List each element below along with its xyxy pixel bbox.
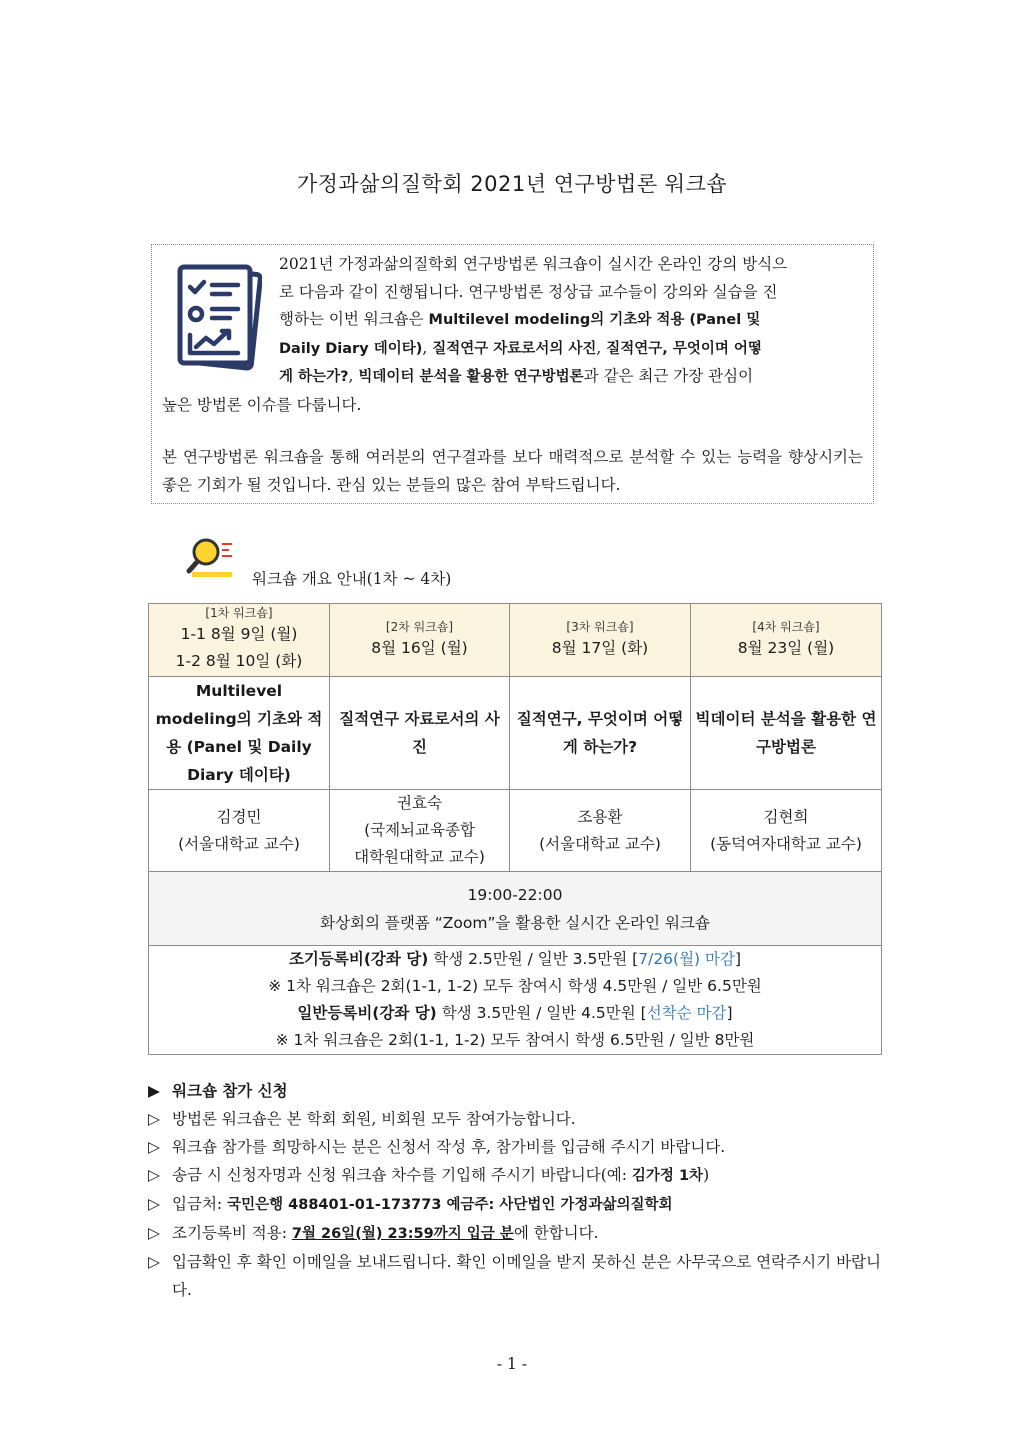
workshop-1-speaker: 김경민 (서울대학교 교수) (149, 790, 330, 872)
list-item: ▷ 조기등록비 적용: 7월 26일(월) 23:59까지 입금 분에 한합니다. (148, 1219, 881, 1248)
bank-account: 국민은행 488401-01-173773 예금주: 사단법인 가정과삶의질학회 (227, 1197, 673, 1213)
workshop-time: 19:00-22:00 (467, 885, 563, 904)
workshop-3-topic: 질적연구, 무엇이며 어떻게 하는가? (510, 677, 691, 790)
fee-cell (149, 946, 882, 1055)
schedule-table (148, 603, 882, 1055)
regular-deadline: 선착순 마감 (646, 1004, 727, 1022)
triangle-bullet-icon: ▶ (148, 1082, 160, 1100)
intro-line: 게 하는가?, 빅데이터 분석을 활용한 연구방법론과 같은 최근 가장 관심이 (279, 367, 754, 385)
topic-2-highlight: 질적연구 자료로서의 사진 (432, 340, 597, 357)
regular-fee-note: ※ 1차 워크숍은 2회(1-1, 1-2) 모두 참여시 학생 6.5만원 / 일반 8만원 (275, 1031, 755, 1049)
table-row (149, 677, 882, 790)
intro-line: 로 다음과 같이 진행됩니다. 연구방법론 정상급 교수들이 강의와 실습을 진 (279, 282, 778, 301)
topic-1-highlight: Multilevel modeling의 기초와 적용 (Panel 및 (428, 312, 761, 328)
application-section (148, 1077, 881, 1304)
list-item: ▷ 입금처: 국민은행 488401-01-173773 예금주: 사단법인 가정과삶의질학회 (148, 1190, 881, 1219)
table-row (149, 946, 882, 1055)
workshop-3-header: [3차 워크숍] 8월 17일 (화) (510, 604, 691, 677)
workshop-1-topic: Multilevel modeling의 기초와 적용 (Panel 및 Daily Diary 데이타) (149, 677, 330, 790)
workshop-platform: 화상회의 플랫폼 “Zoom”을 활용한 실시간 온라인 워크숍 (320, 913, 710, 932)
intro-line: 2021년 가정과삶의질학회 연구방법론 워크숍이 실시간 온라인 강의 방식으 (279, 255, 788, 273)
intro-line: 행하는 이번 워크숍은 Multilevel modeling의 기초와 적용 (Panel 및 (279, 310, 761, 328)
checklist-report-icon (176, 263, 262, 373)
intro-paragraph-2: 본 연구방법론 워크숍을 통해 여러분의 연구결과를 보다 매력적으로 분석할 수 있는 능력을 향상시키는 좋은 기회가 될 것입니다. 관심 있는 분들의 많은 참여 부탁드립니다. (162, 448, 863, 494)
hollow-triangle-bullet-icon: ▷ (148, 1224, 160, 1242)
early-deadline: 7/26(월) 마감 (638, 950, 735, 968)
schedule-time-cell (149, 872, 882, 946)
hollow-triangle-bullet-icon: ▷ (148, 1166, 160, 1184)
hollow-triangle-bullet-icon: ▷ (148, 1138, 160, 1156)
list-item: ▷ 입금확인 후 확인 이메일을 보내드립니다. 확인 이메일을 받지 못하신 분은 사무국으로 연락주시기 바랍니다. (148, 1248, 881, 1304)
page-number: - 1 - (496, 1355, 528, 1373)
topic-3-highlight: 질적연구, 무엇이며 어떻 (606, 340, 762, 357)
table-row (149, 872, 882, 946)
workshop-2-header: [2차 워크숍] 8월 16일 (월) (330, 604, 510, 677)
hollow-triangle-bullet-icon: ▷ (148, 1110, 160, 1128)
hollow-triangle-bullet-icon: ▷ (148, 1253, 160, 1271)
workshop-4-speaker: 김현희 (동덕여자대학교 교수) (691, 790, 882, 872)
table-row (149, 790, 882, 872)
workshop-4-topic: 빅데이터 분석을 활용한 연구방법론 (691, 677, 882, 790)
workshop-3-speaker: 조용환 (서울대학교 교수) (510, 790, 691, 872)
early-deadline-underlined: 7월 26일(월) 23:59까지 입금 분 (291, 1226, 514, 1242)
overview-label: 워크숍 개요 안내(1차 ~ 4차) (252, 570, 452, 588)
workshop-1-header: [1차 워크숍] 1-1 8월 9일 (월) 1-2 8월 10일 (화) (149, 604, 330, 677)
hollow-triangle-bullet-icon: ▷ (148, 1195, 160, 1213)
early-fee-line: 조기등록비(강좌 당) 학생 2.5만원 / 일반 3.5만원 [7/26(월) 마감] (288, 950, 742, 968)
workshop-2-speaker: 권효숙 (국제뇌교육종합 대학원대학교 교수) (330, 790, 510, 872)
page-title: 가정과삶의질학회 2021년 연구방법론 워크숍 (296, 172, 728, 196)
list-item: ▷ 송금 시 신청자명과 신청 워크숍 차수를 기입해 주시기 바랍니다(예: 김가정 1차) (148, 1161, 881, 1190)
intro-line: 높은 방법론 이슈를 다룹니다. (162, 395, 362, 414)
application-heading: ▶ 워크숍 참가 신청 (148, 1077, 881, 1105)
workshop-4-header: [4차 워크숍] 8월 23일 (월) (691, 604, 882, 677)
list-item: ▷ 방법론 워크숍은 본 학회 회원, 비회원 모두 참여가능합니다. (148, 1105, 881, 1133)
intro-box (151, 244, 874, 504)
regular-fee-line: 일반등록비(강좌 당) 학생 3.5만원 / 일반 4.5만원 [선착순 마감] (297, 1004, 733, 1022)
intro-paragraph-1 (162, 251, 863, 419)
magnifier-icon (186, 536, 236, 580)
list-item: ▷ 워크숍 참가를 희망하시는 분은 신청서 작성 후, 참가비를 입금해 주시기 바랍니다. (148, 1133, 881, 1161)
intro-line: Daily Diary 데이타), 질적연구 자료로서의 사진, 질적연구, 무엇이며 어떻 (279, 338, 762, 357)
table-row (149, 604, 882, 677)
topic-4-highlight: 빅데이터 분석을 활용한 연구방법론 (358, 369, 584, 385)
early-fee-note: ※ 1차 워크숍은 2회(1-1, 1-2) 모두 참여시 학생 4.5만원 / 일반 6.5만원 (268, 977, 762, 995)
workshop-2-topic: 질적연구 자료로서의 사진 (330, 677, 510, 790)
